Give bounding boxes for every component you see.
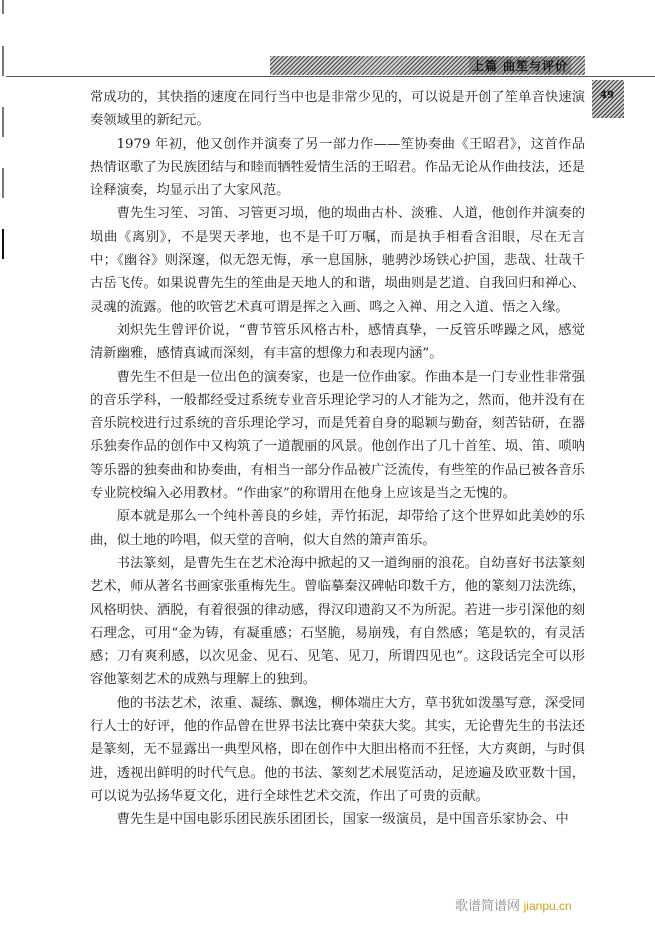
paragraph: 他的书法艺术，浓重、凝练、飘逸，柳体端庄大方，草书犹如泼墨写意，深受同行人士的好评，他的作品曾在世界书法比赛中荣获大奖。其实，无论曹先生的书法还是篆刻，无不显露出一典型风格，即在创作中大胆出格而不狂怪，大方爽朗，与时俱进，透视出鲜明的时代气息。他的书法、篆刻艺术展览活动，足迹遍及欧亚数十国，可以说为弘扬华夏文化，进行全球性艺术交流，作出了可贵的贡献。	[90, 695, 585, 804]
paragraph: 曹先生是中国电影乐团民族乐团团长，国家一级演员，是中国音乐家协会、中	[116, 812, 569, 828]
paragraph: 书法篆刻，是曹先生在艺术沧海中掀起的又一道绚丽的浪花。自幼喜好书法篆刻艺术，师从著名书画家张重梅先生。曾临摹秦汉碑帖印数千方，他的篆刻刀法洗练，风格明快、洒脱，有着很强的律动感，得汉印遗韵又不为所泥。若进一步引深他的刻石理念，可用“金为铸，有凝重感；石坚脆，易崩残，有自然感；笔是软的，有灵活感；刀有爽利感，以次见金、见石、见笔、见刀，所谓四见也”。这段话完全可以形容他篆刻艺术的成熟与理解上的独到。	[90, 555, 585, 688]
watermark-en: jianpu.cn	[523, 899, 572, 913]
page-number: 49	[600, 90, 614, 101]
running-header-band	[270, 56, 585, 75]
watermark-cn: 歌谱简谱网	[455, 898, 521, 913]
page-number-tab	[592, 80, 624, 118]
paragraph: 原本就是那么一个纯朴善良的乡娃，弄竹拓泥，却带给了这个世界如此美妙的乐曲，似土地的吟唱，似天堂的音响，似大自然的箫声笛乐。	[90, 509, 585, 548]
paragraph: 1979 年初，他又创作并演奏了另一部力作——笙协奏曲《王昭君》，这首作品热情讴歌了为民族团结与和睦而牺牲爱情生活的王昭君。作品无论从作曲技法，还是诠释演奏，均显示出了大家风范。	[90, 136, 585, 199]
paragraph: 刘炽先生曾评价说，“曹节管乐风格古朴，感情真挚，一反管乐哗躁之风，感觉清新幽雅，感情真诚而深刻，有丰富的想像力和表现内涵”。	[90, 322, 585, 362]
scan-edge-mark	[2, 168, 4, 198]
scan-edge-mark	[2, 107, 4, 137]
paragraph: 常成功的，其快指的速度在同行当中也是非常少见的，可以说是开创了笙单音快速演奏领域里的新纪元。	[90, 90, 585, 129]
paragraph: 曹先生不但是一位出色的演奏家，也是一位作曲家。作曲本是一门专业性非常强的音乐学科，一般都经受过系统专业音乐理论学习的人才能为之，然而，他并没有在音乐院校进行过系统的音乐理论学习，而是凭着自身的聪颖与勤奋，刻苦钻研，在器乐独奏作品的创作中又构筑了一道靓丽的风景。他创作出了几十首笙、埙、笛、唢呐等乐器的独奏曲和协奏曲，有相当一部分作品被广泛流传，有些笙的作品已被各音乐专业院校编入必用教材。“作曲家”的称谓用在他身上应该是当之无愧的。	[90, 369, 585, 502]
section-title: 上篇 曲笙与评价	[469, 57, 571, 74]
header-rule	[6, 76, 655, 77]
paragraph: 曹先生习笙、习笛、习管更习埙，他的埙曲古朴、淡雅、人道，他创作并演奏的埙曲《离别》，不是哭天孝地，也不是千叮万嘱，而是执手相看含泪眼，尽在无言中；《幽谷》则深邃，似无怨无悔，承一息国脉，驰骋沙场铁心护国，悲哉、壮哉千古岳飞传。如果说曹先生的笙曲是天地人的和谐，埙曲则是艺道、自我回归和禅心、灵魂的流露。他的吹管艺术真可谓是挥之入画、鸣之入禅、用之入道、悟之入缘。	[90, 206, 585, 315]
scan-edge-mark	[2, 0, 4, 14]
scan-edge-mark	[2, 229, 4, 259]
scan-edge-mark	[2, 46, 4, 76]
body-text	[90, 86, 585, 832]
site-watermark	[455, 895, 572, 914]
